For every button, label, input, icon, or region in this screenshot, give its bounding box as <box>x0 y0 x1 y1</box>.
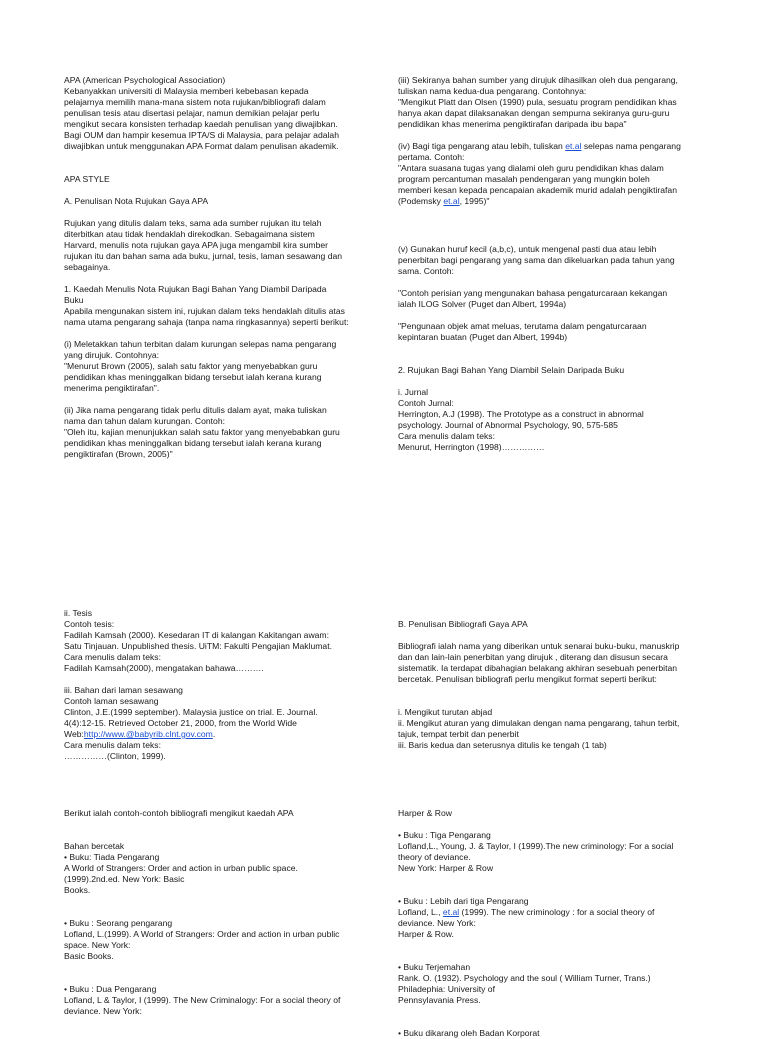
text-line: Philadephia: University of <box>398 984 495 994</box>
text-line: • Buku : Dua Pengarang <box>64 984 157 994</box>
text-line: iii. Bahan dari laman sesawang <box>64 685 183 695</box>
et-al-link[interactable]: et.al <box>443 196 460 206</box>
text-line: Berikut ialah contoh-contoh bibliografi mengikut kaedah APA <box>64 808 294 818</box>
text-line: Bagi OUM dan hampir kesemua IPTA/S di Malaysia, para pelajar adalah <box>64 130 339 140</box>
text-line: Harper & Row <box>398 808 452 818</box>
text-line <box>398 696 738 707</box>
text-line: menerima pengiktirafan". <box>64 383 160 393</box>
text-line: • Buku Terjemahan <box>398 962 471 972</box>
text-line: A. Penulisan Nota Rujukan Gaya APA <box>64 196 209 206</box>
text-line <box>64 207 404 218</box>
text-line: ……………(Clinton, 1999). <box>64 751 166 761</box>
text-line: (v) Gunakan huruf kecil (a,b,c), untuk mengenal pasti dua atau lebih <box>398 244 657 254</box>
text-line: "Mengikut Platt dan Olsen (1990) pula, sesuatu program pendidikan khas <box>398 97 677 107</box>
text-line: i. Jurnal <box>398 387 429 397</box>
web-link[interactable]: http://www.@babyrib.clnt.gov.com <box>83 729 213 739</box>
text-line: sama. Contoh: <box>398 266 454 276</box>
text-line: Clinton, J.E.(1999 september). Malaysia justice on trial. E. Journal. <box>64 707 318 717</box>
text-line <box>64 152 404 163</box>
text-line: Harper & Row. <box>398 929 454 939</box>
text-line <box>64 819 404 830</box>
text-line: sistematik. Ia terdapat dibahagian belakang akhiran sesebuah penerbitan <box>398 663 678 673</box>
text-line: deviance. New York: <box>398 918 476 928</box>
text-line <box>64 163 404 174</box>
text-line: diwajibkan untuk menggunakan APA Format dalam penulisan akademik. <box>64 141 339 151</box>
text-line: (iii) Sekiranya bahan sumber yang dirujuk dihasilkan oleh dua pengarang, <box>398 75 678 85</box>
text-line: (iv) Bagi tiga pengarang atau lebih, tuliskan et.al selepas nama pengarang <box>398 141 681 151</box>
text-line: theory of deviance. <box>398 852 471 862</box>
text-line: "Antara suasana tugas yang dialami oleh guru pendidikan khas dalam <box>398 163 664 173</box>
text-line <box>398 630 738 641</box>
text-line <box>398 354 738 365</box>
text-line: • Buku : Lebih dari tiga Pengarang <box>398 896 529 906</box>
text-line: pendidikan khas meninggalkan bidang tersebut ialah kerana kurang <box>64 372 322 382</box>
text-line: Bahan bercetak <box>64 841 125 851</box>
text-line: • Buku: Tiada Pengarang <box>64 852 160 862</box>
text-line: (1999).2nd.ed. New York: Basic <box>64 874 185 884</box>
text-line <box>64 896 404 907</box>
text-line: Rujukan yang ditulis dalam teks, sama ada sumber rujukan itu telah <box>64 218 322 228</box>
text-line <box>64 973 404 984</box>
text-line: Satu Tinjauan. Unpublished thesis. UiTM: Fakulti Pengajian Maklumat. <box>64 641 332 651</box>
text-line: iii. Baris kedua dan seterusnya ditulis ke tengah (1 tab) <box>398 740 607 750</box>
text-line: Contoh tesis: <box>64 619 115 629</box>
text-line: (Podemsky et.al, 1995)" <box>398 196 490 206</box>
text-line: nama utama pengarang sahaja (tanpa nama ringkasannya) seperti berikut: <box>64 317 349 327</box>
text-line <box>398 819 738 830</box>
text-line: pengiktirafan (Brown, 2005)" <box>64 449 173 459</box>
top-right-lower-column <box>398 244 738 453</box>
text-line: pendidikan khas menerima pengiktirafan daripada ibu bapa" <box>398 119 627 129</box>
text-line <box>398 951 738 962</box>
text-line: Books. <box>64 885 91 895</box>
text-line: 2. Rujukan Bagi Bahan Yang Diambil Selain Daripada Buku <box>398 365 625 375</box>
text-line <box>64 394 404 405</box>
text-line: tajuk, tempat terbit dan penerbit <box>398 729 519 739</box>
mid-right-column <box>398 619 738 751</box>
text-line: 1. Kaedah Menulis Nota Rujukan Bagi Bahan Yang Diambil Daripada <box>64 284 327 294</box>
text-line: ii. Tesis <box>64 608 93 618</box>
text-line <box>64 273 404 284</box>
text-line: "Menurut Brown (2005), salah satu faktor yang menyebabkan guru <box>64 361 318 371</box>
text-line <box>64 830 404 841</box>
text-line: hanya akan dapat dilaksanakan dengan sempurna sekiranya guru-guru <box>398 108 670 118</box>
text-line: Contoh laman sesawang <box>64 696 159 706</box>
text-line: Web:http://www.@babyrib.clnt.gov.com. <box>64 729 216 739</box>
text-line <box>398 885 738 896</box>
text-line: APA STYLE <box>64 174 110 184</box>
text-line: Harvard, menulis nota rujukan gaya APA juga mengambil kira sumber <box>64 240 328 250</box>
text-line: • Buku : Tiga Pengarang <box>398 830 491 840</box>
text-line: "Oleh itu, kajian menunjukkan salah satu faktor yang menyebabkan guru <box>64 427 340 437</box>
text-line: Contoh Jurnal: <box>398 398 454 408</box>
et-al-link[interactable]: et.al <box>442 907 460 917</box>
text-line: • Buku dikarang oleh Badan Korporat <box>398 1028 540 1038</box>
text-line: Pennsylavania Press. <box>398 995 481 1005</box>
text-line: penulisan tesis atau disertasi pelajar, namun demikian pelajar perlu <box>64 108 320 118</box>
text-line: dan dan lain-lain penerbitan yang dirujuk , diterang dan disusun secara <box>398 652 668 662</box>
text-line: "Contoh perisian yang mengunakan bahasa pengaturcaraan kekangan <box>398 288 668 298</box>
text-line: 4(4):12-15. Retrieved October 21, 2000, from the World Wide <box>64 718 297 728</box>
text-line: yang dirujuk. Contohnya: <box>64 350 160 360</box>
text-line: Lofland, L., et.al (1999). The new criminology : for a social theory of <box>398 907 655 917</box>
mid-left-column <box>64 608 404 762</box>
text-line: (ii) Jika nama pengarang tidak perlu ditulis dalam ayat, maka tuliskan <box>64 405 327 415</box>
text-line: Lofland,L., Young, J. & Taylor, I (1999).The new criminology: For a social <box>398 841 674 851</box>
text-line: ii. Mengikut aturan yang dimulakan dengan nama pengarang, tahun terbit, <box>398 718 680 728</box>
text-line: (i) Meletakkan tahun terbitan dalam kurungan selepas nama pengarang <box>64 339 337 349</box>
text-line <box>64 962 404 973</box>
text-line: pendidikan khas meninggalkan bidang tersebut ialah kerana kurang <box>64 438 322 448</box>
text-line: A World of Strangers: Order and action in urban public space. <box>64 863 298 873</box>
text-line: Cara menulis dalam teks: <box>64 652 161 662</box>
text-line: pertama. Contoh: <box>398 152 465 162</box>
text-line: memberi kesan kepada pencapaian akademik murid adalah pengiktirafan <box>398 185 677 195</box>
text-line: rujukan itu dan bahan sama ada buku, jurnal, tesis, laman sesawang dan <box>64 251 343 261</box>
text-line: Basic Books. <box>64 951 114 961</box>
text-line: Cara menulis dalam teks: <box>64 740 161 750</box>
text-line: Apabila mengunakan sistem ini, rujukan dalam teks hendaklah ditulis atas <box>64 306 345 316</box>
text-line <box>398 343 738 354</box>
text-line: ialah ILOG Solver (Puget dan Albert, 1994a) <box>398 299 567 309</box>
top-right-column <box>398 75 738 207</box>
text-line <box>398 277 738 288</box>
text-line: kepintaran buatan (Puget dan Albert, 1994b) <box>398 332 568 342</box>
text-line: space. New York: <box>64 940 131 950</box>
text-line: penerbitan bagi pengarang yang sama dan dikeluarkan pada tahun yang <box>398 255 675 265</box>
text-line <box>64 328 404 339</box>
bottom-left-column <box>64 808 404 1017</box>
text-line: nama dan tahun dalam kurungan. Contoh: <box>64 416 226 426</box>
text-line: pelajarnya memilih mana-mana sistem nota rujukan/bibliografi dalam <box>64 97 326 107</box>
top-left-column <box>64 75 404 460</box>
text-line: Rank. O. (1932). Psychology and the soul ( William Turner, Trans.) <box>398 973 651 983</box>
text-line: bercetak. Penulisan bibliografi perlu mengikut format seperti berikut: <box>398 674 657 684</box>
text-line <box>398 940 738 951</box>
text-line: deviance. New York: <box>64 1006 142 1016</box>
text-line <box>398 310 738 321</box>
text-line: APA (American Psychological Association) <box>64 75 226 85</box>
text-line <box>398 685 738 696</box>
text-line <box>398 376 738 387</box>
text-line: diterbitkan atau tidak hendaklah direkodkan. Sebagaimana sistem <box>64 229 315 239</box>
text-line: "Pengunaan objek amat meluas, terutama dalam pengaturcaraan <box>398 321 647 331</box>
text-line: Bibliografi ialah nama yang diberikan untuk senarai buku-buku, manuskrip <box>398 641 680 651</box>
text-line <box>398 874 738 885</box>
text-line <box>64 907 404 918</box>
text-line <box>64 674 404 685</box>
text-line: Menurut, Herrington (1998)…………… <box>398 442 545 452</box>
text-line: B. Penulisan Bibliografi Gaya APA <box>398 619 528 629</box>
text-line: Herrington, A.J (1998). The Prototype as a construct in abnormal <box>398 409 644 419</box>
bottom-right-column <box>398 808 738 1039</box>
text-line: Kebanyakkan universiti di Malaysia memberi kebebasan kepada <box>64 86 309 96</box>
text-line: sebagainya. <box>64 262 111 272</box>
et-al-link[interactable]: et.al <box>565 141 582 151</box>
text-line: psychology. Journal of Abnormal Psychology, 90, 575-585 <box>398 420 618 430</box>
text-line: Buku <box>64 295 84 305</box>
text-line: • Buku : Seorang pengarang <box>64 918 173 928</box>
text-line <box>398 1006 738 1017</box>
text-line: program percantuman masalah pendengaran yang mungkin boleh <box>398 174 650 184</box>
text-line: tuliskan nama kedua-dua pengarang. Contohnya: <box>398 86 587 96</box>
text-line: Fadilah Kamsah(2000), mengatakan bahawa………. <box>64 663 264 673</box>
text-line: mengikut secara konsisten terhadap kaedah penulisan yang diwajibkan. <box>64 119 338 129</box>
text-line: Fadilah Kamsah (2000). Kesedaran IT di kalangan Kakitangan awam: <box>64 630 329 640</box>
text-line: i. Mengikut turutan abjad <box>398 707 493 717</box>
text-line: Lofland, L.(1999). A World of Strangers: Order and action in urban public <box>64 929 340 939</box>
text-line <box>64 185 404 196</box>
text-line: Cara menulis dalam teks: <box>398 431 495 441</box>
text-line: Lofland, L & Taylor, I (1999). The New Criminalogy: For a social theory of <box>64 995 341 1005</box>
text-line: New York: Harper & Row <box>398 863 494 873</box>
text-line <box>398 1017 738 1028</box>
